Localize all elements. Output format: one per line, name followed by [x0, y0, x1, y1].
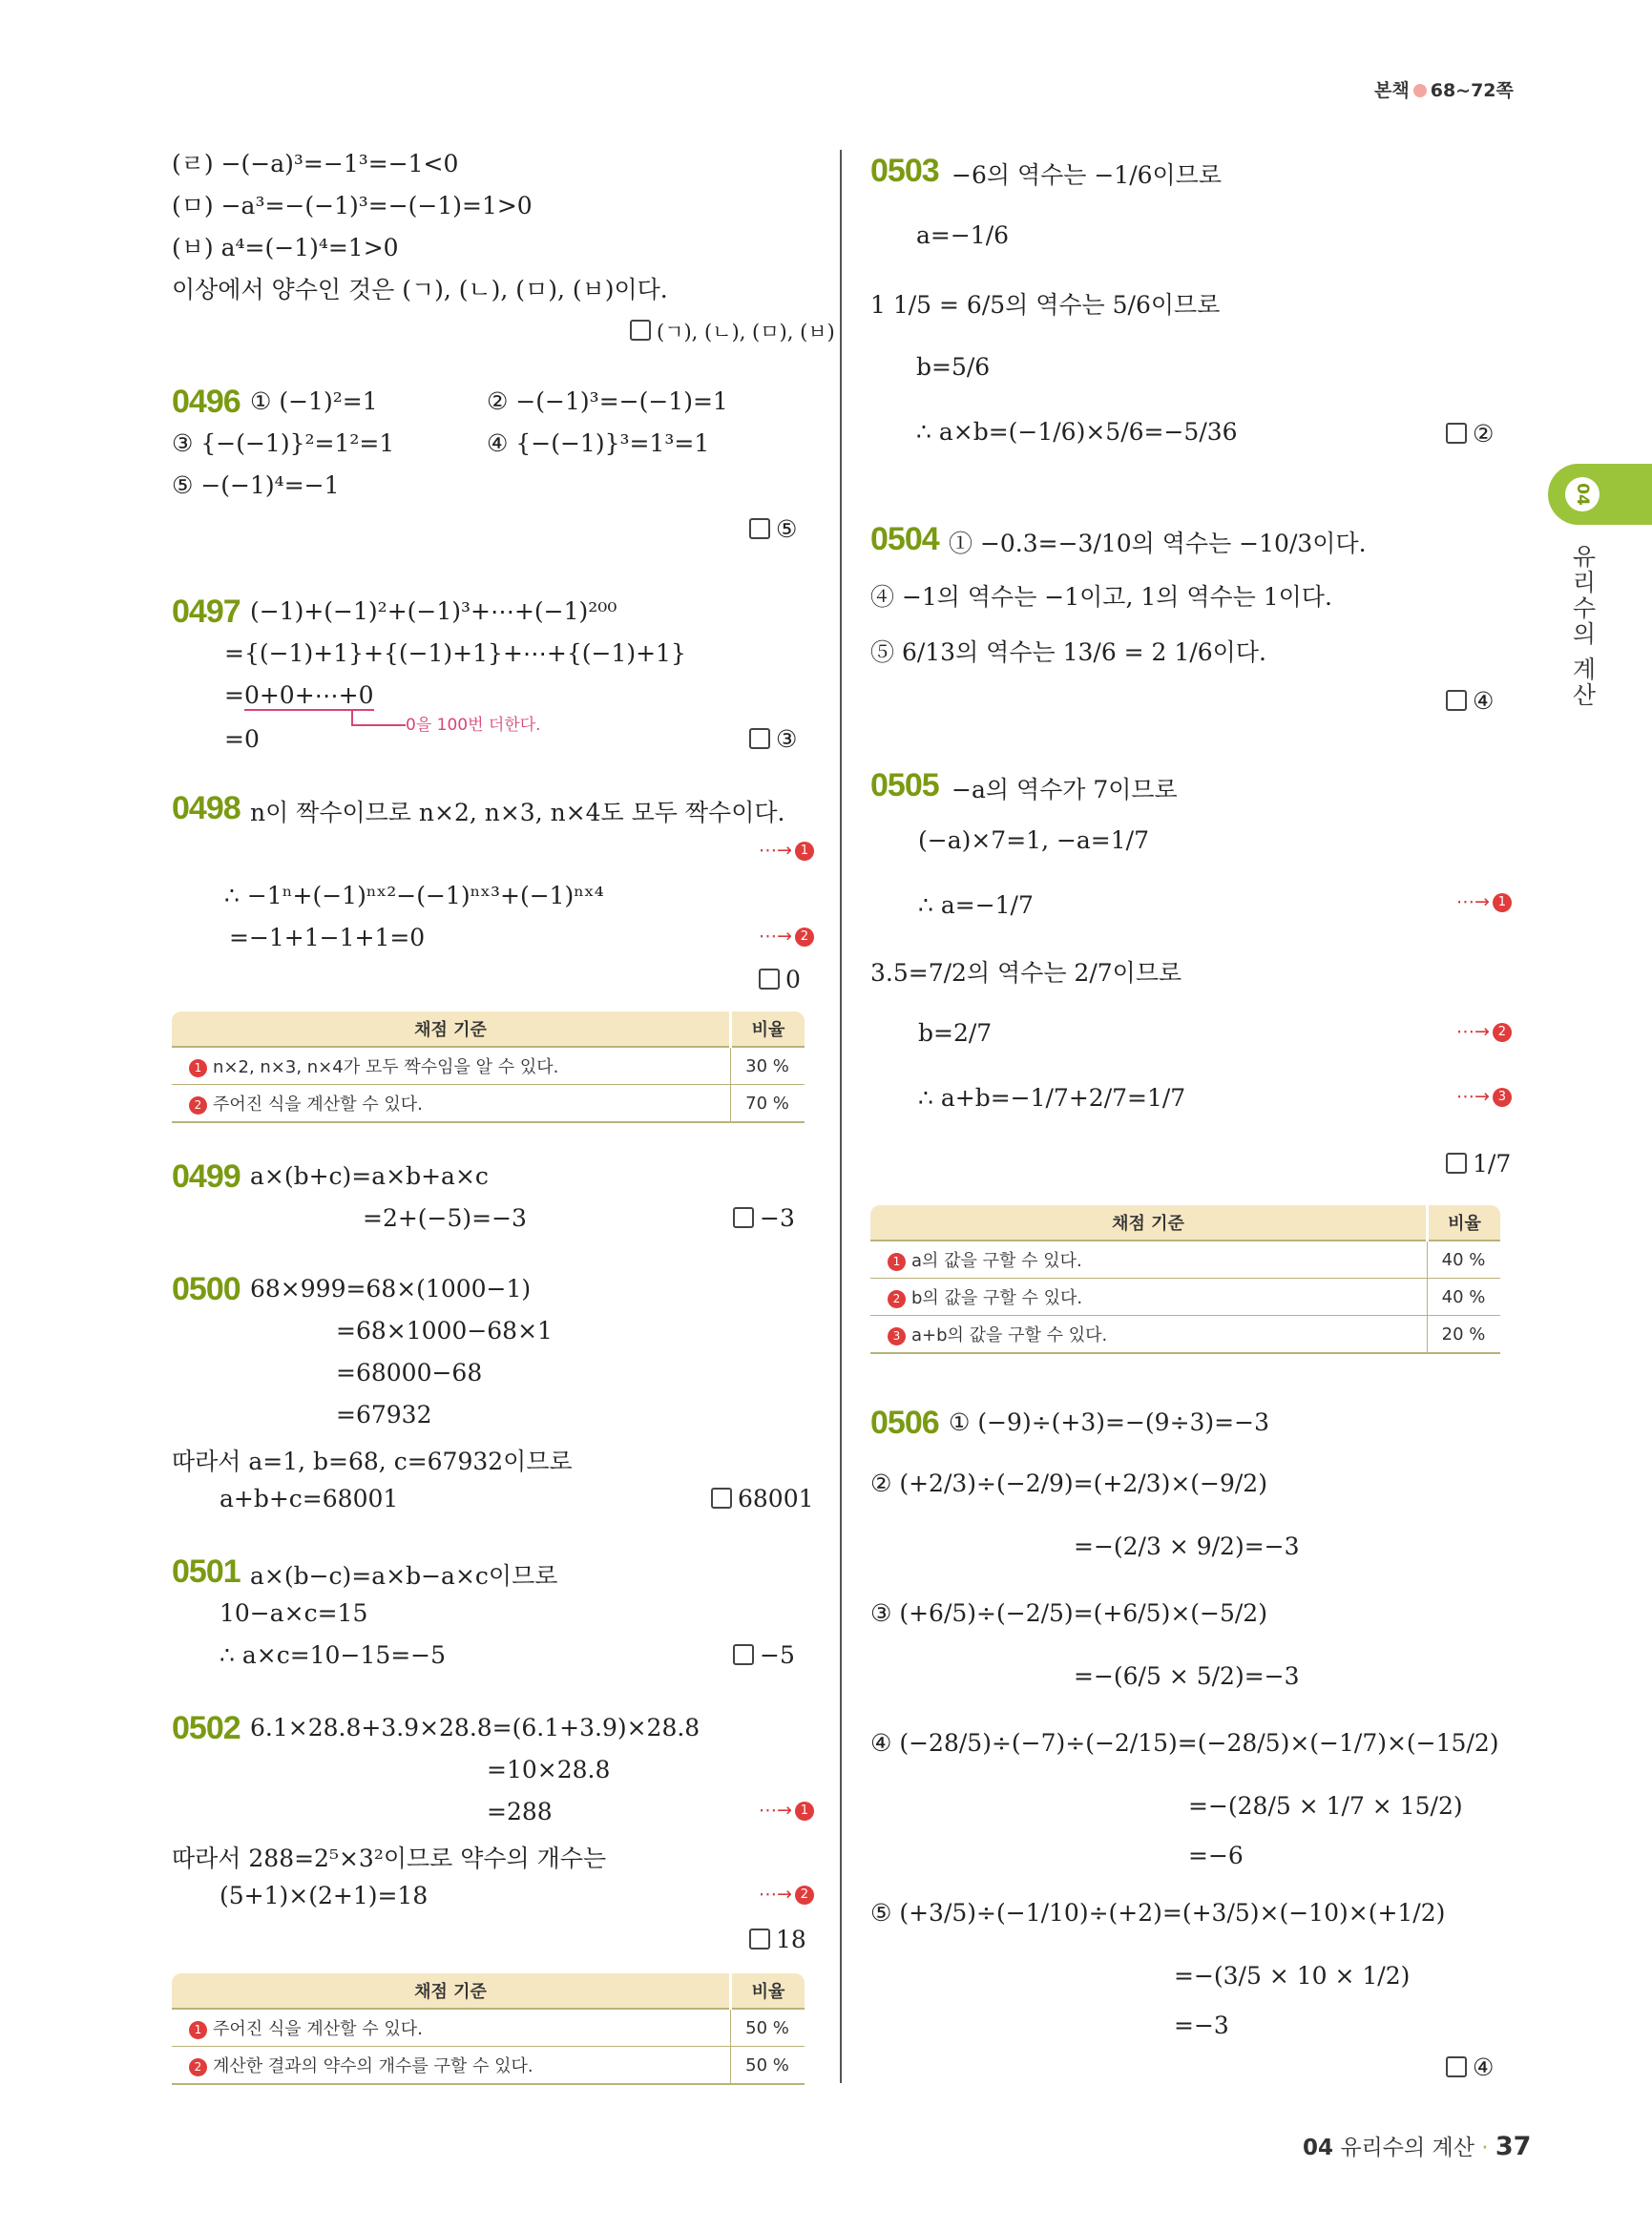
footer-page-number: 37: [1495, 2132, 1532, 2161]
p0502-answer: 18: [749, 1926, 806, 1953]
cont-line-2: (ㅁ) −a³=−(−1)³=−(−1)=1>0: [172, 192, 533, 219]
table-row: [172, 1047, 805, 1085]
table-header-row: [870, 1205, 1500, 1241]
table-row: [870, 1279, 1500, 1316]
answer-box-icon: [1446, 690, 1467, 711]
p0496-option-5: ⑤ −(−1)⁴=−1: [172, 471, 340, 499]
p0498-grading-table: [172, 1011, 805, 1123]
p0505-grading-table: [870, 1205, 1500, 1354]
p0502-line-5: (5+1)×(2+1)=18: [220, 1882, 429, 1909]
page-footer: [1303, 2130, 1531, 2161]
chapter-number: 04: [1565, 477, 1600, 511]
p0500-line-3: =68000−68: [336, 1359, 483, 1387]
cont-line-3: (ㅂ) a⁴=(−1)⁴=1>0: [172, 234, 399, 261]
answer-box-icon: [733, 1644, 754, 1665]
problem-number-0497: 0497: [172, 594, 240, 630]
problem-number-0502: 0502: [172, 1710, 240, 1746]
p0505-line-2: (−a)×7=1, −a=1/7: [918, 826, 1149, 854]
p0499-answer: −3: [733, 1204, 795, 1232]
p0497-note: 0을 100번 더한다.: [406, 716, 541, 735]
p0502-grading-table: [172, 1973, 805, 2085]
p0505-line-4: 3.5=7/2의 역수는 2/7이므로: [870, 959, 1182, 987]
header-pages: 68~72쪽: [1430, 80, 1514, 101]
p0506-line-9: ⑤ (+3/5)÷(−1/10)÷(+2)=(+3/5)×(−10)×(+1/2): [870, 1899, 1446, 1927]
p0498-line-2: ∴ −1ⁿ+(−1)ⁿˣ²−(−1)ⁿˣ³+(−1)ⁿˣ⁴: [224, 882, 604, 909]
p0498-answer: 0: [759, 966, 801, 993]
p0501-line-2: 10−a×c=15: [220, 1599, 368, 1627]
problem-number-0499: 0499: [172, 1158, 240, 1195]
p0503-line-1: −6의 역수는 −1/6이므로: [951, 161, 1222, 189]
p0502-mark-2: ⋯→ 2: [759, 1884, 814, 1905]
answer-box-icon: [733, 1207, 754, 1228]
p0497-note-bracket: [351, 711, 406, 726]
cont-line-1: (ㄹ) −(−a)³=−1³=−1<0: [172, 150, 459, 177]
p0505-line-1: −a의 역수가 7이므로: [951, 776, 1178, 803]
p0505-answer: 1/7: [1446, 1150, 1511, 1178]
p0496-option-1: ① (−1)²=1: [250, 387, 378, 415]
p0504-answer: ④: [1446, 687, 1494, 715]
table-cell-ratio: 50 %: [731, 2009, 805, 2047]
p0497-line-2: ={(−1)+1}+{(−1)+1}+⋯+{(−1)+1}: [224, 639, 686, 667]
p0504-line-3: ⑤ 6/13의 역수는 13/6 = 2 1/6이다.: [870, 638, 1266, 666]
p0503-answer: ②: [1446, 420, 1494, 448]
p0498-line-3: =−1+1−1+1=0: [229, 924, 426, 951]
p0505-mark-3: ⋯→ 3: [1456, 1086, 1512, 1107]
p0506-line-6: ④ (−28/5)÷(−7)÷(−2/15)=(−28/5)×(−1/7)×(−15/2): [870, 1729, 1499, 1757]
footer-separator: ·: [1481, 2136, 1489, 2160]
header-book: 본책: [1374, 80, 1410, 101]
p0497-line-1: (−1)+(−1)²+(−1)³+⋯+(−1)²⁰⁰: [250, 597, 617, 625]
table-row: [870, 1241, 1500, 1279]
p0496-option-2: ② −(−1)³=−(−1)=1: [487, 387, 728, 415]
p0506-line-1: ① (−9)÷(+3)=−(9÷3)=−3: [949, 1408, 1269, 1436]
table-header-criteria: 채점 기준: [870, 1205, 1428, 1241]
problem-number-0496: 0496: [172, 384, 240, 420]
p0502-line-1: 6.1×28.8+3.9×28.8=(6.1+3.9)×28.8: [250, 1714, 701, 1741]
p0500-line-2: =68×1000−68×1: [336, 1317, 553, 1345]
table-header-ratio: 비율: [731, 1973, 805, 2009]
p0499-line-1: a×(b+c)=a×b+a×c: [250, 1162, 489, 1190]
table-cell-ratio: 30 %: [731, 1047, 805, 1085]
table-header-row: [172, 1011, 805, 1047]
p0500-line-6: a+b+c=68001: [220, 1485, 399, 1512]
p0496-option-3: ③ {−(−1)}²=1²=1: [172, 429, 395, 457]
answer-box-icon: [749, 518, 770, 539]
p0506-answer: ④: [1446, 2054, 1494, 2081]
p0506-line-8: =−6: [1188, 1842, 1244, 1869]
table-header-criteria: 채점 기준: [172, 1973, 731, 2009]
problem-number-0505: 0505: [870, 767, 939, 803]
table-row: [870, 1316, 1500, 1354]
p0503-line-2: a=−1/6: [916, 221, 1010, 249]
p0505-line-3: ∴ a=−1/7: [918, 891, 1034, 919]
page-header: [1374, 76, 1514, 102]
p0506-line-11: =−3: [1174, 2012, 1229, 2039]
table-cell-criteria: 2 계산한 결과의 약수의 개수를 구할 수 있다.: [172, 2047, 731, 2085]
p0505-mark-2: ⋯→ 2: [1456, 1021, 1512, 1042]
table-header-row: [172, 1973, 805, 2009]
footer-chapter: 04: [1303, 2136, 1334, 2160]
p0499-line-2: =2+(−5)=−3: [363, 1204, 527, 1232]
p0497-answer: ③: [749, 725, 797, 753]
problem-number-0506: 0506: [870, 1405, 939, 1441]
table-cell-criteria: 3 a+b의 값을 구할 수 있다.: [870, 1316, 1428, 1354]
table-row: [172, 2047, 805, 2085]
p0500-line-4: =67932: [336, 1401, 432, 1428]
answer-box-icon: [1446, 2056, 1467, 2077]
p0506-line-5: =−(6/5 × 5/2)=−3: [1074, 1662, 1300, 1690]
p0500-line-5: 따라서 a=1, b=68, c=67932이므로: [172, 1448, 573, 1475]
table-cell-ratio: 50 %: [731, 2047, 805, 2085]
p0505-line-5: b=2/7: [918, 1019, 993, 1047]
table-cell-criteria: 1 a의 값을 구할 수 있다.: [870, 1241, 1428, 1279]
p0501-line-1: a×(b−c)=a×b−a×c이므로: [250, 1562, 558, 1590]
p0500-line-1: 68×999=68×(1000−1): [250, 1275, 532, 1303]
problem-number-0501: 0501: [172, 1553, 240, 1590]
p0498-mark-1: ⋯→ 1: [759, 840, 814, 861]
answer-box-icon: [1446, 1153, 1467, 1174]
p0503-line-5: ∴ a×b=(−1/6)×5/6=−5/36: [916, 418, 1238, 446]
cont-answer: (ㄱ), (ㄴ), (ㅁ), (ㅂ): [630, 317, 835, 345]
problem-number-0500: 0500: [172, 1271, 240, 1307]
table-cell-ratio: 40 %: [1428, 1241, 1501, 1279]
p0506-line-2: ② (+2/3)÷(−2/9)=(+2/3)×(−9/2): [870, 1470, 1267, 1497]
p0506-line-10: =−(3/5 × 10 × 1/2): [1174, 1962, 1411, 1990]
p0498-line-1: n이 짝수이므로 n×2, n×3, n×4도 모두 짝수이다.: [250, 799, 785, 826]
p0503-line-3: 1 1/5 = 6/5의 역수는 5/6이므로: [870, 291, 1221, 319]
p0505-line-6: ∴ a+b=−1/7+2/7=1/7: [918, 1084, 1186, 1112]
p0497-line-3: =0+0+⋯+0: [224, 681, 374, 709]
p0500-answer: 68001: [711, 1485, 814, 1512]
p0502-line-3: =288: [487, 1798, 553, 1825]
problem-number-0503: 0503: [870, 153, 939, 189]
chapter-side-title: 유리수의 계산: [1569, 544, 1597, 708]
p0501-answer: −5: [733, 1641, 795, 1669]
p0501-line-3: ∴ a×c=10−15=−5: [220, 1641, 447, 1669]
answer-box-icon: [1446, 423, 1467, 444]
answer-box-icon: [759, 969, 780, 990]
p0506-line-3: =−(2/3 × 9/2)=−3: [1074, 1533, 1300, 1560]
p0498-mark-2: ⋯→ 2: [759, 926, 814, 947]
problem-number-0504: 0504: [870, 521, 939, 557]
table-cell-criteria: 1 주어진 식을 계산할 수 있다.: [172, 2009, 731, 2047]
p0506-line-7: =−(28/5 × 1/7 × 15/2): [1188, 1792, 1463, 1820]
table-header-ratio: 비율: [1428, 1205, 1501, 1241]
table-row: [172, 2009, 805, 2047]
p0506-line-4: ③ (+6/5)÷(−2/5)=(+6/5)×(−5/2): [870, 1599, 1267, 1627]
p0502-line-4: 따라서 288=2⁵×3²이므로 약수의 개수는: [172, 1845, 607, 1872]
table-cell-criteria: 2 b의 값을 구할 수 있다.: [870, 1279, 1428, 1316]
table-row: [172, 1085, 805, 1123]
chapter-side-tab: [1548, 464, 1652, 525]
table-cell-ratio: 40 %: [1428, 1279, 1501, 1316]
p0496-option-4: ④ {−(−1)}³=1³=1: [487, 429, 710, 457]
table-header-criteria: 채점 기준: [172, 1011, 731, 1047]
table-cell-criteria: 2 주어진 식을 계산할 수 있다.: [172, 1085, 731, 1123]
problem-number-0498: 0498: [172, 790, 240, 826]
p0504-line-1: ① −0.3=−3/10의 역수는 −10/3이다.: [949, 530, 1367, 557]
answer-box-icon: [749, 1929, 770, 1950]
footer-title: 유리수의 계산: [1340, 2136, 1474, 2160]
answer-box-icon: [711, 1488, 732, 1509]
table-cell-ratio: 20 %: [1428, 1316, 1501, 1354]
table-cell-ratio: 70 %: [731, 1085, 805, 1123]
p0496-answer: ⑤: [749, 515, 797, 543]
table-cell-criteria: 1 n×2, n×3, n×4가 모두 짝수임을 알 수 있다.: [172, 1047, 731, 1085]
answer-box-icon: [630, 320, 651, 341]
answer-box-icon: [749, 728, 770, 749]
cont-line-4: 이상에서 양수인 것은 (ㄱ), (ㄴ), (ㅁ), (ㅂ)이다.: [172, 276, 668, 303]
column-divider: [840, 150, 842, 2083]
header-dot-icon: [1413, 84, 1427, 97]
p0503-line-4: b=5/6: [916, 353, 991, 381]
p0504-line-2: ④ −1의 역수는 −1이고, 1의 역수는 1이다.: [870, 583, 1332, 611]
p0502-line-2: =10×28.8: [487, 1756, 611, 1783]
p0502-mark-1: ⋯→ 1: [759, 1800, 814, 1821]
table-header-ratio: 비율: [731, 1011, 805, 1047]
p0497-line-4: =0: [224, 725, 260, 753]
p0505-mark-1: ⋯→ 1: [1456, 891, 1512, 912]
